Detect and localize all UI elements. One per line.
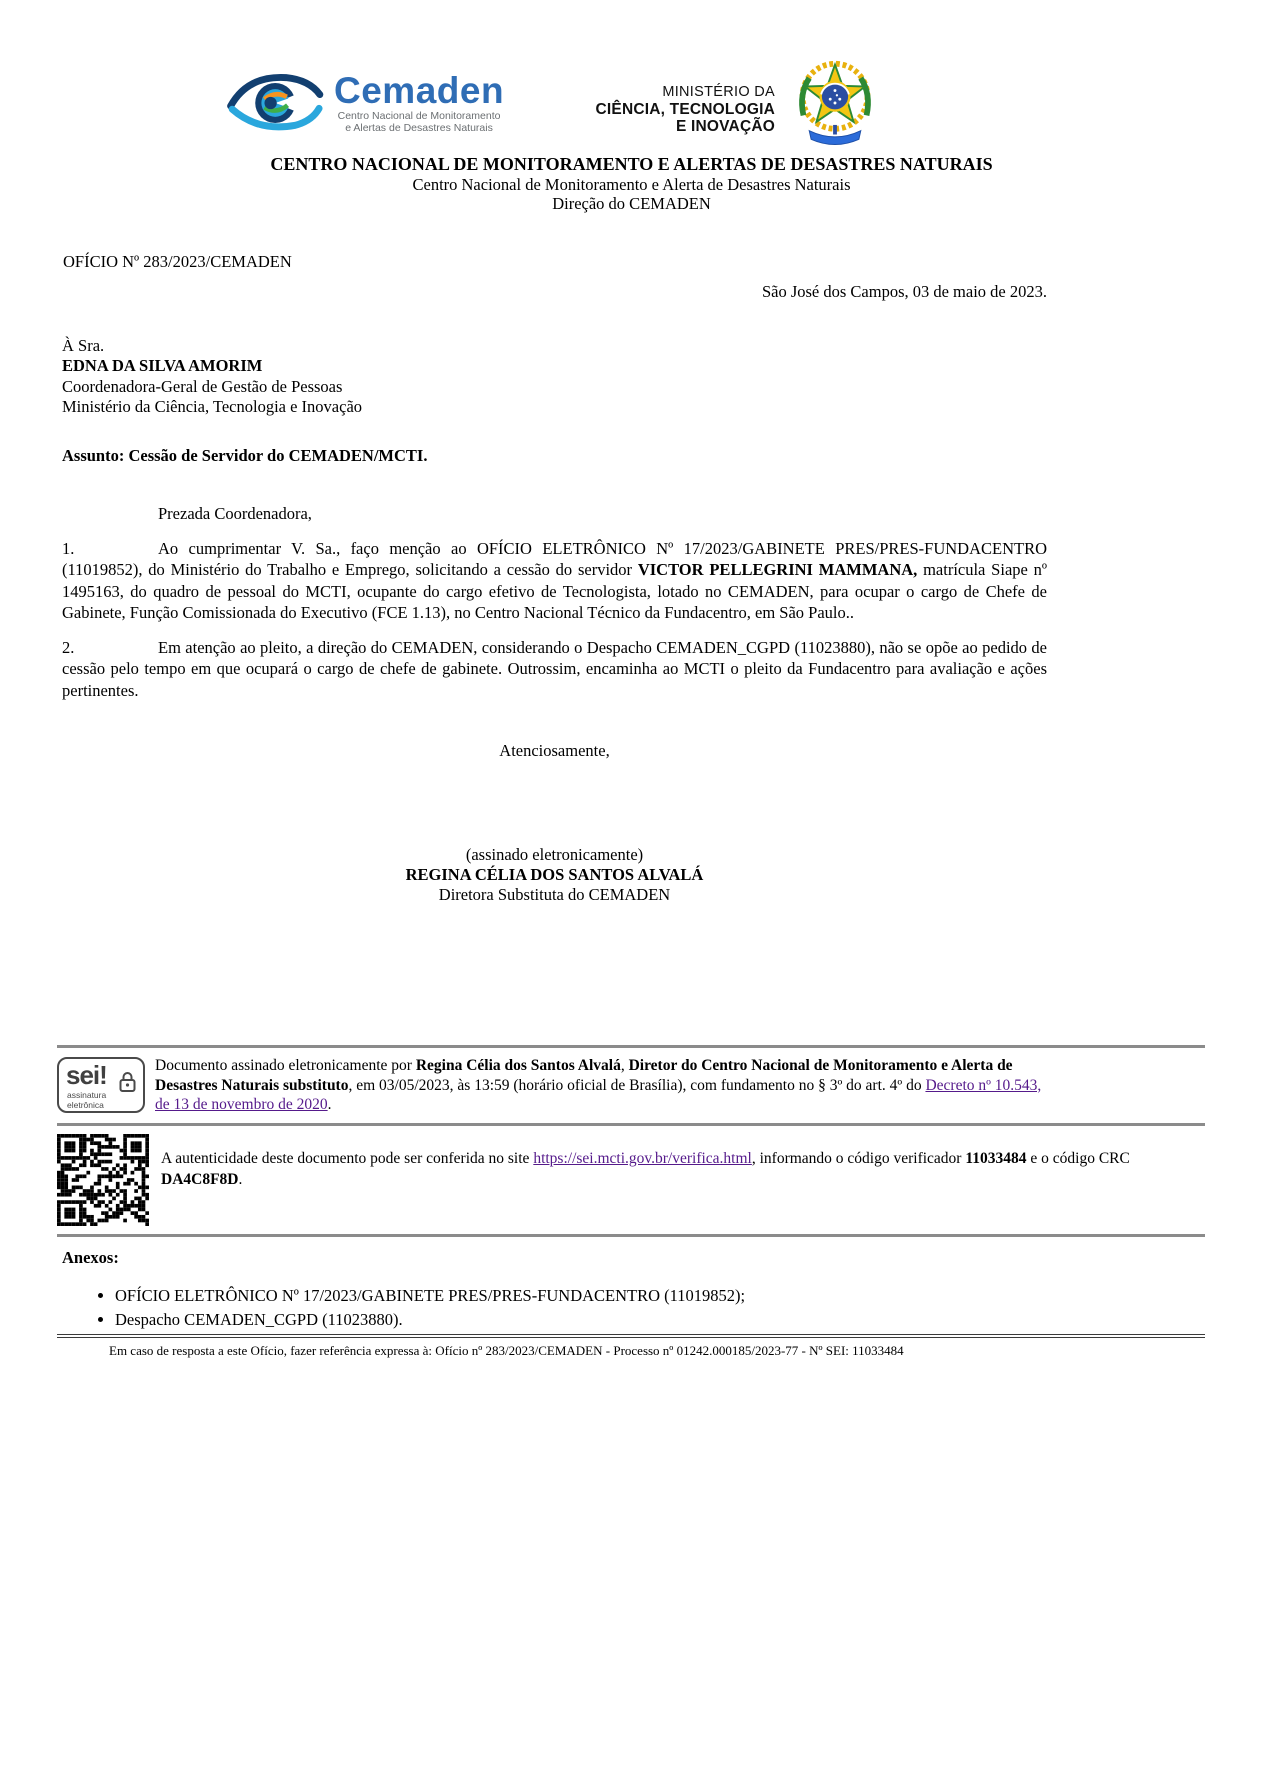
letter-body (62, 503, 1047, 701)
verification-row (57, 1126, 1205, 1234)
attachments-list (62, 1284, 745, 1331)
signatory-name: REGINA CÉLIA DOS SANTOS ALVALÁ (405, 865, 704, 884)
signature-block (62, 845, 1047, 905)
greeting: Prezada Coordenadora, (158, 504, 312, 523)
footer-note: Em caso de resposta a este Ofício, fazer referência expressa à: Ofício nº 283/2023/CEMADEN - Processo nº 01242.000185/2023-77 - Nº SEI: 11033484 (109, 1343, 904, 1358)
org-title: CENTRO NACIONAL DE MONITORAMENTO E ALERTAS DE DESASTRES NATURAIS (270, 154, 993, 174)
paragraph-number: 2. (62, 637, 75, 657)
body-paragraph (62, 637, 1047, 702)
brazil-coat-of-arms-icon (792, 56, 878, 148)
page-footer (57, 1334, 1205, 1359)
text-segment: matrícula Siape nº 1495163, do quadro de pessoal do MCTI, ocupante do cargo efetivo de Tecnologista, lotado no CEMADEN, para ocupar o cargo de Chefe de Gabinete, Função Comissionada do Executivo (FCE 1.13), no Centro Nacional Técnico da Fundacentro, em São Paulo.. (62, 560, 1048, 622)
attachments-section (62, 1248, 745, 1331)
sei-logo (57, 1057, 145, 1113)
document-reference: OFÍCIO Nº 283/2023/CEMADEN (63, 252, 292, 271)
text-segment: Diretor do Centro Nacional de Monitoramento e Alerta de Desastres Naturais substituto (155, 1057, 1013, 1094)
subject-line: Assunto: Cessão de Servidor do CEMADEN/MCTI. (62, 446, 428, 465)
recipient-role: Coordenadora-Geral de Gestão de Pessoas (62, 376, 343, 396)
text-segment: e o código CRC (1026, 1149, 1130, 1167)
text-segment: Ao cumprimentar V. Sa., faço menção ao OFÍCIO ELETRÔNICO Nº 17/2023/GABINETE PRES/PRES-FUNDACENTRO (11019852), do Ministério do Trabalho e Emprego, solicitando a cessão do servidor (62, 538, 1047, 579)
sei-signature-table (57, 1045, 1205, 1237)
signature-note: (assinado eletronicamente) (465, 845, 644, 864)
signature-statement (155, 1056, 1045, 1115)
letterhead-titles (0, 155, 1263, 214)
padlock-icon (119, 1071, 136, 1093)
sei-brand: sei! (66, 1060, 107, 1091)
list-item: • Despacho CEMADEN_CGPD (11023880). (115, 1308, 745, 1332)
closing: Atenciosamente, (499, 741, 610, 760)
text-segment: , (620, 1057, 629, 1074)
verification-statement (161, 1148, 1171, 1190)
text-segment: VICTOR PELLEGRINI MAMMANA, (637, 560, 918, 579)
dateline: São José dos Campos, 03 de maio de 2023. (761, 282, 1047, 301)
qr-code (57, 1134, 149, 1226)
text-segment: 11033484 (965, 1149, 1027, 1167)
org-department: Direção do CEMADEN (552, 194, 711, 213)
cemaden-tagline: Centro Nacional de Monitoramento e Alertas de Desastres Naturais (337, 110, 501, 134)
text-segment: Em atenção ao pleito, a direção do CEMADEN, considerando o Despacho CEMADEN_CGPD (11023880), não se opõe ao pedido de cessão pelo tempo em que ocupará o cargo de chefe de gabinete. Outrossim, encaminha ao MCTI o pleito da Fundacentro para avaliação e ações pertinentes. (62, 637, 1047, 700)
link[interactable]: https://sei.mcti.gov.br/verifica.html (533, 1149, 752, 1167)
text-segment: Documento assinado eletronicamente por (155, 1057, 416, 1074)
cemaden-wordmark: Cemaden (334, 70, 505, 111)
text-segment: , em 03/05/2023, às 13:59 (horário oficial de Brasília), com fundamento no § 3º do art. 4º do (348, 1076, 926, 1094)
paragraph-number: 1. (62, 538, 75, 558)
recipient-name: EDNA DA SILVA AMORIM (62, 356, 263, 376)
recipient-block (62, 336, 362, 418)
ministry-wordmark: MINISTÉRIO DA CIÊNCIA, TECNOLOGIA E INOVAÇÃO (595, 84, 775, 135)
recipient-salutation: À Sra. (62, 336, 105, 355)
sei-caption: assinatura eletrônica (67, 1090, 107, 1110)
body-paragraph (62, 538, 1047, 624)
paragraph-text (62, 638, 1047, 700)
text-segment: DA4C8F8D (161, 1170, 239, 1188)
text-segment: , informando o código verificador (751, 1149, 966, 1167)
paragraph-text (62, 539, 1047, 623)
link[interactable]: Decreto nº 10.543, de 13 de novembro de 2020 (155, 1076, 1042, 1113)
signatory-role: Diretora Substituta do CEMADEN (438, 885, 671, 904)
text-segment: A autenticidade deste documento pode ser conferida no site (161, 1149, 534, 1167)
text-segment: . (238, 1170, 243, 1188)
cemaden-logo (226, 70, 504, 136)
list-item: • OFÍCIO ELETRÔNICO Nº 17/2023/GABINETE PRES/PRES-FUNDACENTRO (11019852); (115, 1284, 745, 1308)
electronic-signature-row (57, 1048, 1205, 1126)
text-segment: Regina Célia dos Santos Alvalá (415, 1057, 621, 1074)
org-subtitle: Centro Nacional de Monitoramento e Alerta de Desastres Naturais (412, 174, 851, 194)
footer-divider (57, 1334, 1205, 1338)
recipient-org: Ministério da Ciência, Tecnologia e Inovação (62, 397, 363, 417)
attachments-heading: Anexos: (62, 1248, 119, 1267)
text-segment: . (327, 1096, 332, 1113)
cemaden-eye-icon (226, 70, 326, 136)
